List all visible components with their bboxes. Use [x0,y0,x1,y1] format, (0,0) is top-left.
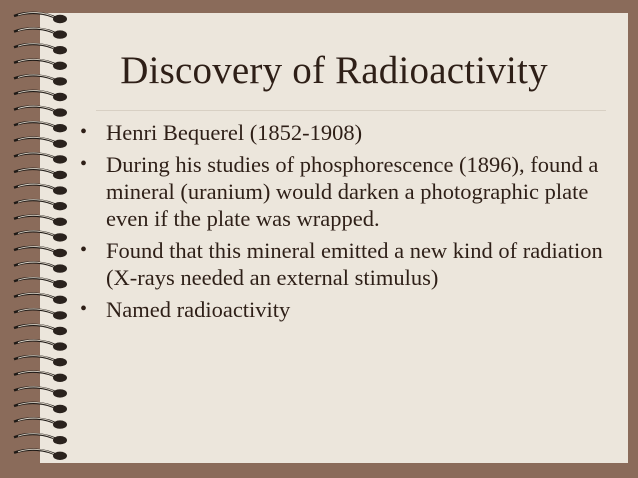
spiral-ring [14,293,67,304]
spiral-ring [14,28,67,39]
spiral-hole [53,171,67,179]
spiral-hole [53,202,67,210]
spiral-ring [14,418,67,429]
bullet-item [80,237,620,291]
bullet-item [80,119,620,146]
spiral-ring [14,325,67,336]
bullet-icon: • [80,121,88,143]
spiral-ring [14,247,67,258]
spiral-hole [53,327,67,335]
spiral-ring [14,387,67,398]
spiral-ring [14,200,67,211]
spiral-hole [53,218,67,226]
spiral-hole [53,249,67,257]
spiral-hole [53,311,67,319]
bullet-icon: • [80,239,88,261]
spiral-ring [14,371,67,382]
bullet-icon: • [80,298,88,320]
title-divider [96,110,606,111]
spiral-hole [53,186,67,194]
spiral-hole [53,280,67,288]
spiral-hole [53,405,67,413]
spiral-hole [53,30,67,38]
spiral-hole [53,452,67,460]
spiral-ring [14,278,67,289]
spiral-ring [14,231,67,242]
spiral-hole [53,15,67,23]
spiral-ring [14,340,67,351]
spiral-ring [14,169,67,180]
bullet-text: Found that this mineral emitted a new kind of radiation (X-rays needed an external stimulus) [106,238,603,290]
bullet-text: Henri Bequerel (1852-1908) [106,120,363,145]
spiral-ring [14,13,67,24]
spiral-ring [14,153,67,164]
spiral-hole [53,436,67,444]
spiral-hole [53,108,67,116]
spiral-ring [14,262,67,273]
spiral-hole [53,124,67,132]
spiral-ring [14,137,67,148]
bullet-text: Named radioactivity [106,297,291,322]
spiral-hole [53,264,67,272]
spiral-ring [14,122,67,133]
spiral-hole [53,233,67,241]
bullet-text: During his studies of phosphorescence (1896), found a mineral (uranium) would darken a photographic plate even if the plate was wrapped. [106,152,599,231]
spiral-hole [53,140,67,148]
spiral-hole [53,342,67,350]
spiral-ring [14,309,67,320]
spiral-ring [14,184,67,195]
spiral-hole [53,374,67,382]
spiral-ring [14,356,67,367]
bullet-item [80,151,620,232]
spiral-ring [14,449,67,460]
spiral-ring [14,403,67,414]
spiral-hole [53,296,67,304]
slide-title: Discovery of Radioactivity [120,49,548,92]
bullet-list [80,119,620,328]
spiral-hole [53,155,67,163]
spiral-hole [53,93,67,101]
spiral-hole [53,420,67,428]
bullet-icon: • [80,153,88,175]
spiral-hole [53,389,67,397]
spiral-ring [14,215,67,226]
spiral-hole [53,358,67,366]
spiral-ring [14,106,67,117]
bullet-item [80,296,620,323]
spiral-ring [14,434,67,445]
